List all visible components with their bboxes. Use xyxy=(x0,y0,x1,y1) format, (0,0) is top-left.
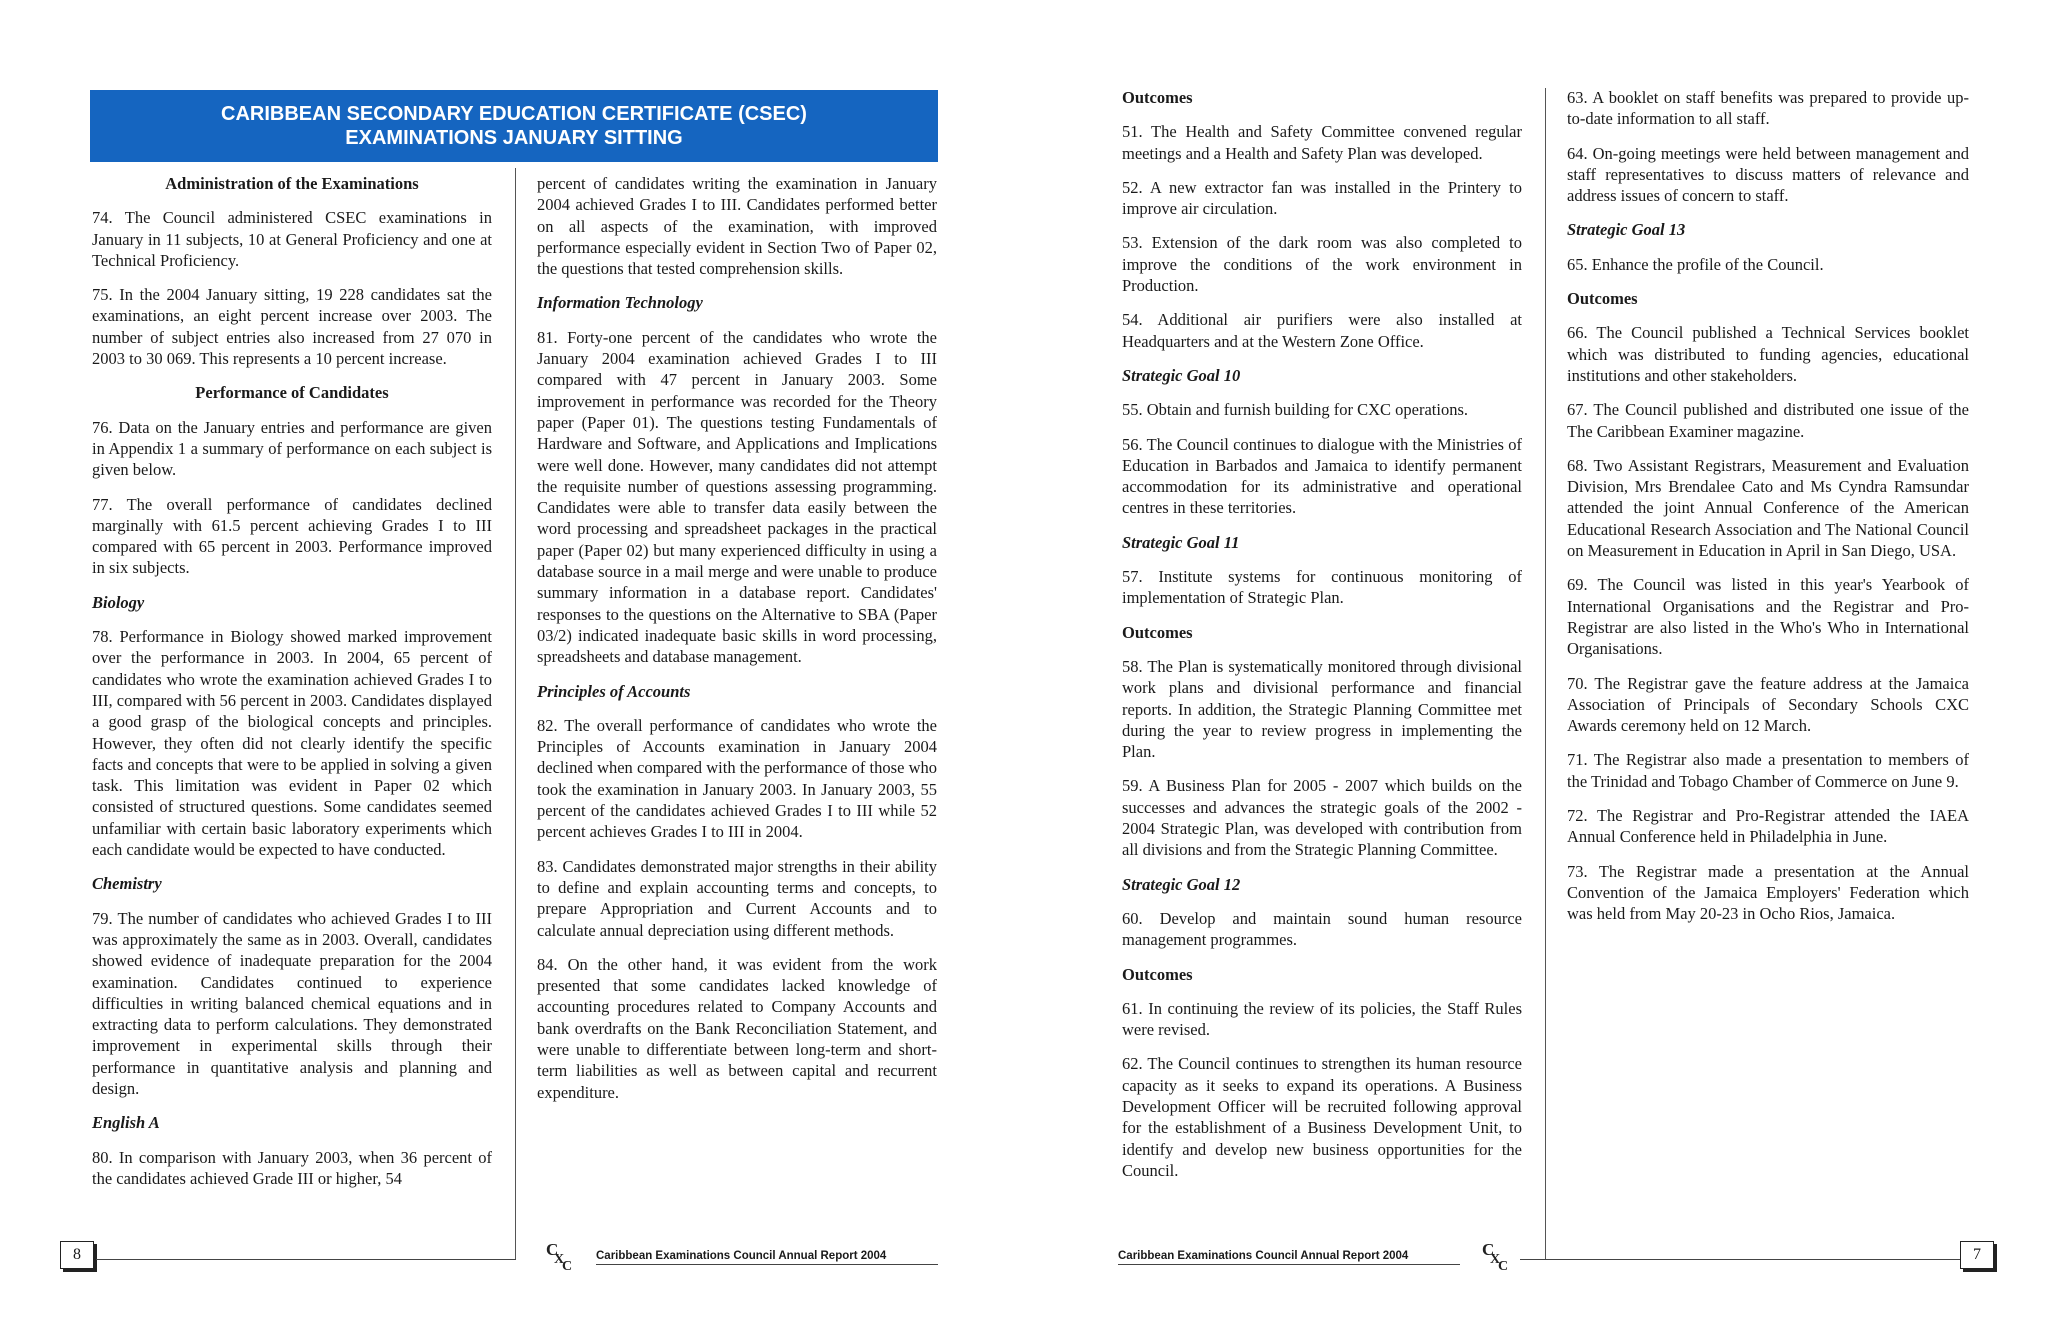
left-page-column-2 xyxy=(537,173,937,1116)
paragraph-53: 53. Extension of the dark room was also completed to improve the conditions of the work environment in Production. xyxy=(1122,233,1522,296)
paragraph-55: 55. Obtain and furnish building for CXC operations. xyxy=(1122,400,1469,420)
footer-report-title-right: Caribbean Examinations Council Annual Report 2004 xyxy=(1118,1250,1409,1262)
heading-strategic-goal-12: Strategic Goal 12 xyxy=(1122,874,1241,894)
heading-outcomes: Outcomes xyxy=(1567,289,1638,309)
paragraph-57: 57. Institute systems for continuous monitoring of implementation of Strategic Plan. xyxy=(1122,567,1522,608)
paragraph-75: 75. In the 2004 January sitting, 19 228 candidates sat the examinations, an eight percent increase over 2003. The number of subject entries also increased from 27 070 in 2003 to 30 069. This represents a 10 percent increase. xyxy=(92,285,492,369)
paragraph-80: 80. In comparison with January 2003, when 36 percent of the candidates achieved Grade III or higher, 54 xyxy=(92,1147,492,1188)
paragraph-82: 82. The overall performance of candidates who wrote the Principles of Accounts examination in January 2004 declined when compared with the performance of those who took the examination in January 2003. In January 2003, 55 percent of the candidates achieved Grades I to III while 52 percent achieves Grades I to III in 2004. xyxy=(537,715,937,842)
heading-outcomes: Outcomes xyxy=(1122,964,1193,984)
paragraph-76: 76. Data on the January entries and performance are given in Appendix 1 a summary of performance on each subject is given below. xyxy=(92,417,492,480)
page-number-left: 8 xyxy=(60,1241,94,1269)
cxc-logo-icon xyxy=(544,1238,578,1272)
paragraph-52: 52. A new extractor fan was installed in the Printery to improve air circulation. xyxy=(1122,177,1522,219)
paragraph-80-continued: percent of candidates writing the examination in January 2004 achieved Grades I to III. Candidates performed better on all aspects of the examination, with improved performance especially evident in Section Two of Paper 02, the questions that tested comprehension skills. xyxy=(537,174,937,279)
svg-text:C: C xyxy=(1482,1240,1495,1259)
svg-text:X: X xyxy=(554,1252,565,1267)
footer-report-title-left: Caribbean Examinations Council Annual Report 2004 xyxy=(596,1250,887,1262)
paragraph-61: 61. In continuing the review of its policies, the Staff Rules were revised. xyxy=(1122,998,1522,1040)
paragraph-81: 81. Forty-one percent of the candidates who wrote the January 2004 examination achieved Grades I to III compared with 47 percent in January 2003. Some improvement in performance was recorded for the Theory paper (Paper 01). The questions testing Fundamentals of Hardware and Software, and Applications and Implications were well done. However, many candidates did not attempt the requisite number of questions assessing programming. Candidates were able to transfer data easily between the word processing and spreadsheet packages in the practical paper (Paper 02) but many experienced difficulty in using a database source in a mail merge and were unable to produce summary information in a database report. Candidates' responses to the questions on the Alternative to SBA (Paper 03/2) indicated inadequate basic skills in word processing, spreadsheets and database management. xyxy=(537,327,937,667)
paragraph-54: 54. Additional air purifiers were also installed at Headquarters and at the Western Zone Office. xyxy=(1122,310,1522,351)
banner-title-line2: EXAMINATIONS JANUARY SITTING xyxy=(345,127,683,149)
footer-rule-right xyxy=(1520,1259,1960,1260)
column-divider-left xyxy=(515,168,516,1260)
paragraph-78: 78. Performance in Biology showed marked improvement over the performance in 2003. In 2004, 65 percent of candidates who wrote the examination achieved Grades I to III, compared with 56 percent in 2003. Candidates displayed a good grasp of the biological concepts and principles. However, they often did not clearly identify the specific facts and concepts that were to be applied in solving a given task. This limitation was evident in Paper 02 which consisted of structured questions. Some candidates seemed unfamiliar with certain basic laboratory experiments which each candidate would be expected to have conducted. xyxy=(92,627,492,860)
footer-rule-left xyxy=(96,1259,516,1260)
right-page-column-2 xyxy=(1567,87,1969,938)
paragraph-64: 64. On-going meetings were held between management and staff representatives to discuss matters of relevance and address issues of concern to staff. xyxy=(1567,143,1969,206)
paragraph-70: 70. The Registrar gave the feature address at the Jamaica Association of Principals of Secondary Schools CXC Awards ceremony held on 12 March. xyxy=(1567,673,1969,736)
paragraph-77: 77. The overall performance of candidates declined marginally with 61.5 percent achieving Grades I to III compared with 65 percent in 2003. Performance improved in six subjects. xyxy=(92,494,492,578)
paragraph-73: 73. The Registrar made a presentation at the Annual Convention of the Jamaica Employers' Federation which was held from May 20-23 in Ocho Rios, Jamaica. xyxy=(1567,861,1969,924)
paragraph-58: 58. The Plan is systematically monitored through divisional work plans and divisional performance and financial reports. In addition, the Strategic Planning Committee met during the year to review progress in implementing the Plan. xyxy=(1122,656,1522,762)
heading-strategic-goal-11: Strategic Goal 11 xyxy=(1122,532,1240,552)
page-number-right: 7 xyxy=(1960,1241,1994,1269)
right-page-column-1 xyxy=(1122,87,1522,1194)
paragraph-60: 60. Develop and maintain sound human resource management programmes. xyxy=(1122,908,1522,950)
heading-outcomes: Outcomes xyxy=(1122,88,1193,107)
paragraph-74: 74. The Council administered CSEC examinations in January in 11 subjects, 10 at General Proficiency and one at Technical Proficiency. xyxy=(92,208,492,270)
svg-text:C: C xyxy=(562,1259,573,1272)
heading-principles-of-accounts: Principles of Accounts xyxy=(537,681,691,701)
paragraph-79: 79. The number of candidates who achieved Grades I to III was approximately the same as in 2003. Overall, candidates showed evidence of inadequate preparation for the 2004 examination. Candidates continued to experience difficulties in writing balanced chemical equations and in extracting data to perform calculations. They demonstrated improvement in experimental skills through their performance in quantitative analysis and planning and design. xyxy=(92,908,492,1098)
paragraph-56: 56. The Council continues to dialogue with the Ministries of Education in Barbados and Jamaica to identify permanent accommodation for its administrative and operational centres in these territories. xyxy=(1122,434,1522,518)
heading-performance: Performance of Candidates xyxy=(195,383,389,403)
svg-text:C: C xyxy=(546,1240,559,1259)
paragraph-83: 83. Candidates demonstrated major strengths in their ability to define and explain accounting terms and concepts, to prepare Appropriation and Current Accounts and to calculate annual depreciation using different methods. xyxy=(537,856,937,940)
paragraph-84: 84. On the other hand, it was evident from the work presented that some candidates lacked knowledge of accounting procedures related to Company Accounts and bank overdrafts on the Bank Reconciliation Statement, and were unable to differentiate between long-term and short-term liabilities as well as between capital and recurrent expenditure. xyxy=(537,954,937,1102)
footer-underline-right xyxy=(1118,1264,1460,1265)
heading-strategic-goal-10: Strategic Goal 10 xyxy=(1122,365,1241,385)
paragraph-68: 68. Two Assistant Registrars, Measurement and Evaluation Division, Mrs Brendalee Cato and Ms Cyndra Ramsundar attended the joint Annual Conference of the American Educational Research Association and The National Council on Measurement in Education in April in San Diego, USA. xyxy=(1567,455,1969,561)
paragraph-65: 65. Enhance the profile of the Council. xyxy=(1567,254,1824,274)
footer-underline-left xyxy=(596,1264,938,1265)
column-divider-right xyxy=(1545,88,1546,1260)
heading-information-technology: Information Technology xyxy=(537,293,703,313)
paragraph-72: 72. The Registrar and Pro-Registrar attended the IAEA Annual Conference held in Philadelphia in June. xyxy=(1567,806,1969,847)
paragraph-63: 63. A booklet on staff benefits was prepared to provide up-to-date information to all staff. xyxy=(1567,88,1969,129)
paragraph-67: 67. The Council published and distributed one issue of the The Caribbean Examiner magazine. xyxy=(1567,400,1969,441)
left-page-column-1 xyxy=(92,173,492,1202)
paragraph-69: 69. The Council was listed in this year's Yearbook of International Organisations and the Registrar and Pro-Registrar are also listed in the Who's Who in International Organisations. xyxy=(1567,575,1969,659)
heading-english-a: English A xyxy=(92,1113,160,1133)
svg-text:C: C xyxy=(1498,1259,1509,1272)
heading-administration: Administration of the Examinations xyxy=(165,174,419,193)
section-banner xyxy=(90,90,938,162)
heading-strategic-goal-13: Strategic Goal 13 xyxy=(1567,220,1686,240)
paragraph-51: 51. The Health and Safety Committee convened regular meetings and a Health and Safety Plan was developed. xyxy=(1122,122,1522,163)
paragraph-59: 59. A Business Plan for 2005 - 2007 which builds on the successes and advances the strategic goals of the 2002 - 2004 Strategic Plan, was developed with contribution from all divisions and from the Strategic Planning Committee. xyxy=(1122,776,1522,860)
svg-text:X: X xyxy=(1490,1252,1501,1267)
heading-biology: Biology xyxy=(92,592,145,612)
cxc-logo-icon xyxy=(1480,1238,1514,1272)
heading-outcomes: Outcomes xyxy=(1122,622,1193,642)
heading-chemistry: Chemistry xyxy=(92,874,162,894)
paragraph-71: 71. The Registrar also made a presentation to members of the Trinidad and Tobago Chamber of Commerce on June 9. xyxy=(1567,750,1969,791)
banner-title-line1: CARIBBEAN SECONDARY EDUCATION CERTIFICATE (CSEC) xyxy=(221,103,807,125)
paragraph-66: 66. The Council published a Technical Services booklet which was distributed to funding agencies, educational institutions and other stakeholders. xyxy=(1567,323,1969,385)
paragraph-62: 62. The Council continues to strengthen its human resource capacity as it seeks to expand its operations. A Business Development Officer will be recruited following approval for the establishment of a Business Development Unit, to identify and develop new business opportunities for the Council. xyxy=(1122,1054,1522,1180)
